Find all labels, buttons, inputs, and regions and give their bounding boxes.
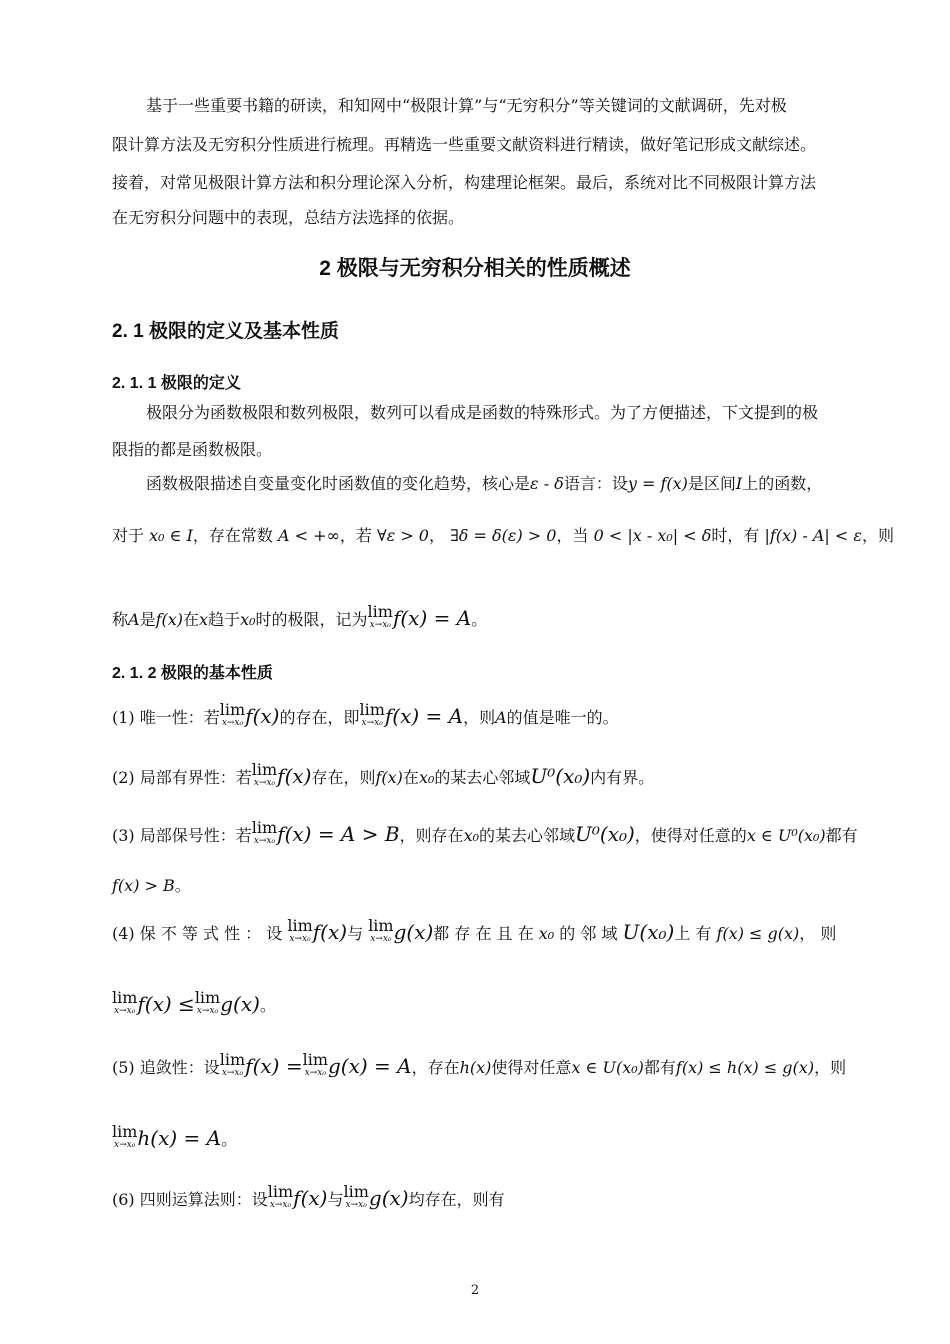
limit-operator: lim x→x₀	[368, 916, 394, 944]
definition-line-2: 限指的都是函数极限。	[112, 440, 273, 459]
limit-operator: lim x→x₀	[267, 1182, 294, 1210]
limit-operator: lim x→x₀	[194, 988, 221, 1016]
property-5: (5) 追敛性：设 lim x→x₀ f(x) = lim x→x₀ g(x) = A，存在h(x)使得对任意x ∈ U(x₀)都有f(x) ≤ h(x) ≤ g(x)，则	[112, 1050, 847, 1078]
definition-line-4: 对于 x₀ ∈ I，存在常数 A < +∞，若 ∀ε > 0， ∃δ = δ(ε) > 0，当 0 < |x - x₀| < δ时，有 |f(x) - A| < ε，则	[112, 526, 894, 545]
definition-line-5: 称A是f(x)在x趋于x₀时的极限，记为 lim x→x₀ f(x) = A。	[112, 602, 488, 630]
definition-line-3: 函数极限描述自变量变化时函数值的变化趋势，核心是ε - δ语言：设y = f(x)是区间I上的函数，	[146, 474, 823, 493]
section-2-1-title: 2. 1 极限的定义及基本性质	[112, 321, 339, 342]
limit-operator: lim x→x₀	[343, 1182, 369, 1210]
intro-line-4: 在无穷积分问题中的表现，总结方法选择的依据。	[112, 208, 465, 227]
property-5-cont: lim x→x₀ h(x) = A。	[112, 1122, 238, 1150]
limit-operator: lim x→x₀	[251, 760, 278, 788]
limit-operator: lim x→x₀	[367, 602, 393, 630]
limit-operator: lim x→x₀	[251, 818, 278, 846]
limit-operator: lim x→x₀	[359, 700, 385, 728]
property-3-cont: f(x) > B。	[112, 876, 191, 895]
formula-y-eq-fx: y = f(x)	[627, 474, 688, 493]
limit-operator: lim x→x₀	[302, 1050, 328, 1078]
property-6: (6) 四则运算法则：设 lim x→x₀ f(x)与 lim x→x₀ g(x)均存在，则有	[112, 1182, 505, 1210]
page-number: 2	[470, 1283, 480, 1298]
limit-operator: lim x→x₀	[219, 700, 246, 728]
property-1: (1) 唯一性：若 lim x→x₀ f(x)的存在，即 lim x→x₀ f(x) = A，则A的值是唯一的。	[112, 700, 619, 728]
limit-operator: lim x→x₀	[112, 1122, 138, 1150]
limit-operator: lim x→x₀	[112, 988, 138, 1016]
limit-operator: lim x→x₀	[219, 1050, 246, 1078]
property-4-cont: lim x→x₀ f(x) ≤ lim x→x₀ g(x)。	[112, 988, 276, 1016]
intro-line-1: 基于一些重要书籍的研读，和知网中“极限计算”与“无穷积分”等关键词的文献调研，先对极	[146, 96, 787, 115]
property-4: (4) 保 不 等 式 性 ： 设 lim x→x₀ f(x)与 lim x→x₀ g(x)都 存 在 且 在 x₀ 的 邻 域 U(x₀)上 有 f(x) ≤ g(x)， 则	[112, 916, 837, 944]
property-3: (3) 局部保号性：若 lim x→x₀ f(x) = A > B，则存在x₀的某去心邻域U⁰(x₀)，使得对任意的x ∈ U⁰(x₀)都有	[112, 818, 858, 846]
property-2: (2) 局部有界性：若 lim x→x₀ f(x)存在，则f(x)在x₀的某去心邻域U⁰(x₀)内有界。	[112, 760, 655, 788]
subsection-2-1-2-title: 2. 1. 2 极限的基本性质	[112, 665, 273, 682]
subsection-2-1-1-title: 2. 1. 1 极限的定义	[112, 375, 241, 392]
chapter-title: 2 极限与无穷积分相关的性质概述	[319, 257, 631, 280]
intro-line-3: 接着，对常见极限计算方法和积分理论深入分析，构建理论框架。最后，系统对比不同极限计算方法	[112, 173, 817, 192]
limit-operator: lim x→x₀	[287, 916, 313, 944]
definition-line-1: 极限分为函数极限和数列极限，数列可以看成是函数的特殊形式。为了方便描述，下文提到的极	[146, 403, 819, 422]
intro-line-2: 限计算方法及无穷积分性质进行梳理。再精选一些重要文献资料进行精读，做好笔记形成文献综述。	[112, 135, 817, 154]
